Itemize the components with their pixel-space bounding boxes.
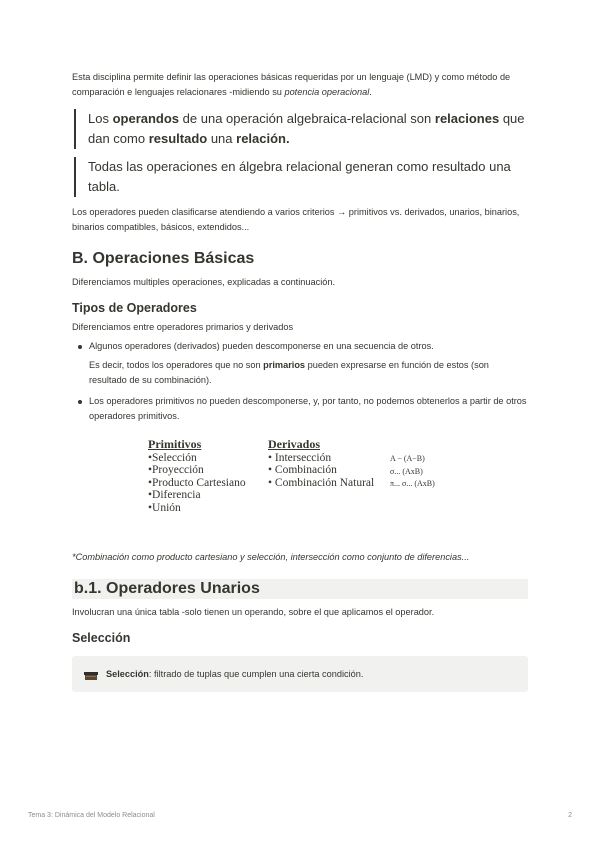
primitivo-item: •Producto Cartesiano — [148, 476, 246, 489]
list-item: Algunos operadores (derivados) pueden descomponerse en una secuencia de otros. Es decir, todos los operadores que no son primarios pueden expresarse en función de estos (son resultado de su combinación). — [72, 339, 528, 388]
section-b-heading: B. Operaciones Básicas — [72, 250, 255, 267]
intro-paragraph: Esta disciplina permite definir las operaciones básicas requeridas por un lenguaje (LMD) y como método de comparación e lenguajes relacionares -midiendo su potencia operacional. — [72, 72, 511, 97]
criteria-paragraph: Los operadores pueden clasificarse atendiendo a varios criterios → primitivos vs. derivados, unarios, binarios, binarios compatibles, básicos, extendidos... — [72, 207, 520, 232]
seleccion-callout: Selección: filtrado de tuplas que cumplen una cierta condición. — [72, 656, 528, 692]
list-item: Los operadores primitivos no pueden descomponerse, y, por tanto, no podemos obtenerlos a partir de otros operadores primitivos. — [72, 394, 528, 424]
derivados-title: Derivados — [268, 437, 320, 451]
primitivos-column — [148, 438, 246, 514]
unarios-description: Involucran una única tabla -solo tienen un operando, sobre el que aplicamos el operador. — [72, 607, 435, 617]
formulas-column — [390, 453, 435, 491]
page-footer — [28, 812, 572, 819]
formula-item: σ... (AxB) — [390, 466, 423, 476]
page-content — [72, 70, 528, 692]
bullet-icon — [78, 400, 82, 404]
list-item-detail: Es decir, todos los operadores que no son primarios pueden expresarse en función de estos (son resultado de su combinación). — [89, 360, 489, 385]
derivado-item: • Intersección — [268, 451, 332, 464]
primitivos-title: Primitivos — [148, 437, 202, 451]
primitivo-item: •Unión — [148, 501, 181, 514]
footnote: *Combinación como producto cartesiano y selección, intersección como conjunto de diferencias... — [72, 552, 470, 562]
footer-title: Tema 3: Dinámica del Modelo Relacional — [28, 812, 155, 819]
quote-operandos: Los operandos de una operación algebraica-relacional son relaciones que dan como resultado una relación. — [74, 109, 528, 149]
primitivo-item: •Proyección — [148, 464, 204, 476]
seleccion-heading: Selección — [72, 631, 131, 645]
derivados-column — [268, 438, 374, 489]
formula-item: A − (A−B) — [390, 454, 425, 463]
derivado-item: • Combinación — [268, 464, 337, 476]
page-number: 2 — [568, 812, 572, 819]
tipos-heading: Tipos de Operadores — [72, 301, 197, 315]
unarios-heading: b.1. Operadores Unarios — [72, 579, 528, 599]
section-b-description: Diferenciamos multiples operaciones, explicadas a continuación. — [72, 277, 336, 287]
bullet-icon — [78, 345, 82, 349]
tipos-description: Diferenciamos entre operadores primarios y derivados — [72, 322, 294, 332]
formula-item: π... σ... (AxB) — [390, 479, 435, 488]
tipos-list — [72, 339, 528, 424]
primitivo-item: •Selección — [148, 451, 197, 464]
primitivo-item: •Diferencia — [148, 489, 201, 501]
box-icon — [84, 671, 98, 681]
quote-resultado-tabla: Todas las operaciones en álgebra relacional generan como resultado una tabla. — [74, 157, 528, 197]
operators-figure — [72, 438, 528, 538]
derivado-item: • Combinación Natural — [268, 476, 375, 489]
